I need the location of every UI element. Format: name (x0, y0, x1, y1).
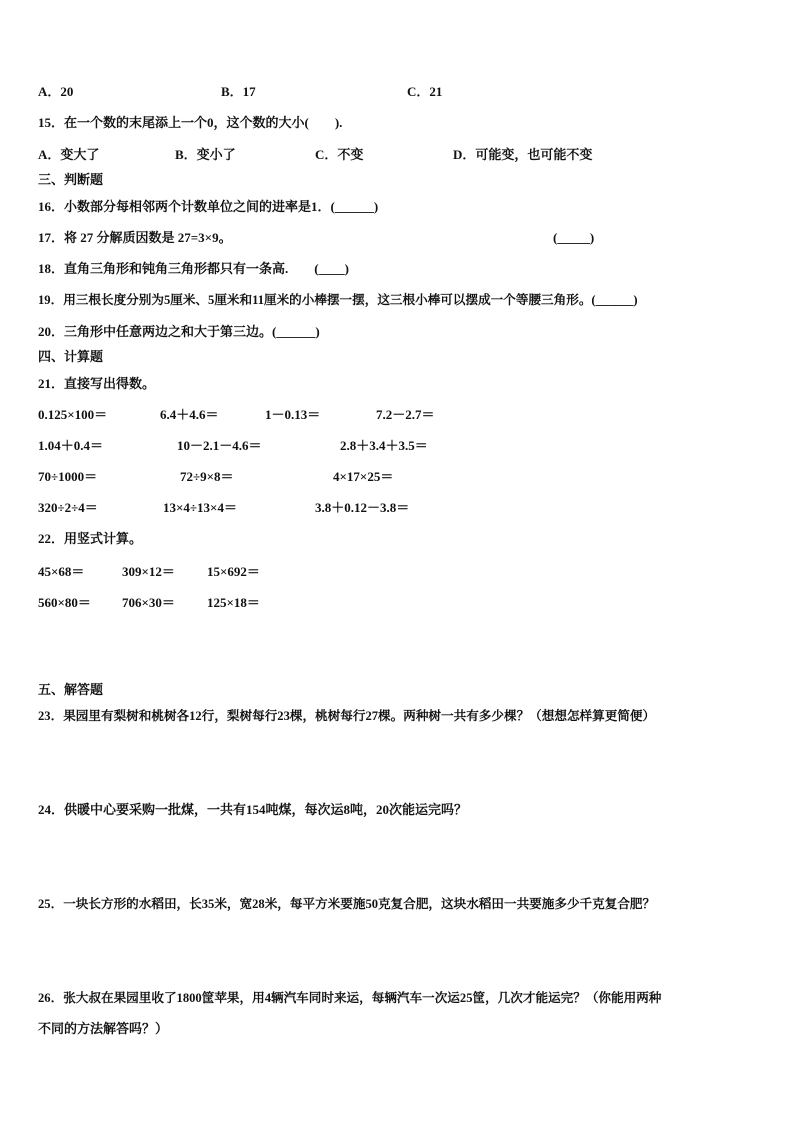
calc-item: 1.04＋0.4＝ (38, 438, 104, 453)
q16: 16．小数部分每相邻两个计数单位之间的进率是1．(______) (38, 199, 379, 214)
q24: 24．供暖中心要采购一批煤，一共有154吨煤，每次运8吨，20次能运完吗？ (38, 802, 468, 817)
section-3-title: 三、判断题 (38, 172, 104, 187)
q14-option-a: A．20 (38, 84, 74, 99)
calc-item: 1－0.13＝ (265, 407, 321, 422)
q22: 22．用竖式计算。 (38, 531, 143, 546)
calc-item: 0.125×100＝ (38, 407, 108, 422)
q21: 21．直接写出得数。 (38, 376, 156, 391)
vertical-calc-item: 125×18＝ (207, 595, 260, 610)
calc-item: 3.8＋0.12－3.8＝ (315, 500, 410, 515)
vertical-calc-item: 560×80＝ (38, 595, 91, 610)
q23: 23．果园里有梨树和桃树各12行，梨树每行23棵，桃树每行27棵。两种树一共有多少棵？（想想怎样算更简便） (38, 709, 656, 723)
vertical-calc-item: 45×68＝ (38, 564, 85, 579)
calc-item: 10－2.1－4.6＝ (177, 438, 262, 453)
calc-item: 6.4＋4.6＝ (160, 407, 219, 422)
q26-line-1: 26．张大叔在果园里收了1800筐苹果，用4辆汽车同时来运，每辆汽车一次运25筐，几次才能运完？（你能用两种 (38, 991, 662, 1005)
q15-stem: 15．在一个数的末尾添上一个0，这个数的大小( ). (38, 115, 343, 130)
q15-option-a: A．变大了 (38, 147, 100, 162)
calc-item: 320÷2÷4＝ (38, 500, 98, 515)
q18: 18．直角三角形和钝角三角形都只有一条高. (____) (38, 261, 349, 276)
q20: 20．三角形中任意两边之和大于第三边。(______) (38, 324, 320, 339)
q14-option-c: C．21 (407, 84, 443, 99)
q17: 17．将 27 分解质因数是 27=3×9。 (38, 230, 232, 245)
q26-line-2: 不同的方法解答吗？） (38, 1021, 169, 1036)
q15-option-c: C．不变 (315, 147, 364, 162)
section-4-title: 四、计算题 (38, 349, 104, 364)
calc-item: 7.2－2.7＝ (376, 407, 435, 422)
calc-item: 13×4÷13×4＝ (163, 500, 237, 515)
calc-item: 2.8＋3.4＋3.5＝ (340, 438, 428, 453)
q25: 25．一块长方形的水稻田，长35米，宽28米，每平方米要施50克复合肥，这块水稻田一共要施多少千克复合肥？ (38, 897, 656, 911)
vertical-calc-item: 706×30＝ (122, 595, 175, 610)
q19: 19．用三根长度分别为5厘米、5厘米和11厘米的小棒摆一摆，这三根小棒可以摆成一个等腰三角形。(______) (38, 293, 638, 307)
calc-item: 72÷9×8＝ (180, 469, 234, 484)
q15-option-b: B．变小了 (175, 147, 236, 162)
calc-item: 70÷1000＝ (38, 469, 98, 484)
calc-item: 4×17×25＝ (333, 469, 394, 484)
vertical-calc-item: 309×12＝ (122, 564, 175, 579)
q15-option-d: D．可能变，也可能不变 (453, 147, 593, 162)
vertical-calc-item: 15×692＝ (207, 564, 260, 579)
q14-option-b: B．17 (221, 84, 256, 99)
q17-answer-blank: (_____) (553, 230, 595, 245)
section-5-title: 五、解答题 (38, 682, 104, 697)
